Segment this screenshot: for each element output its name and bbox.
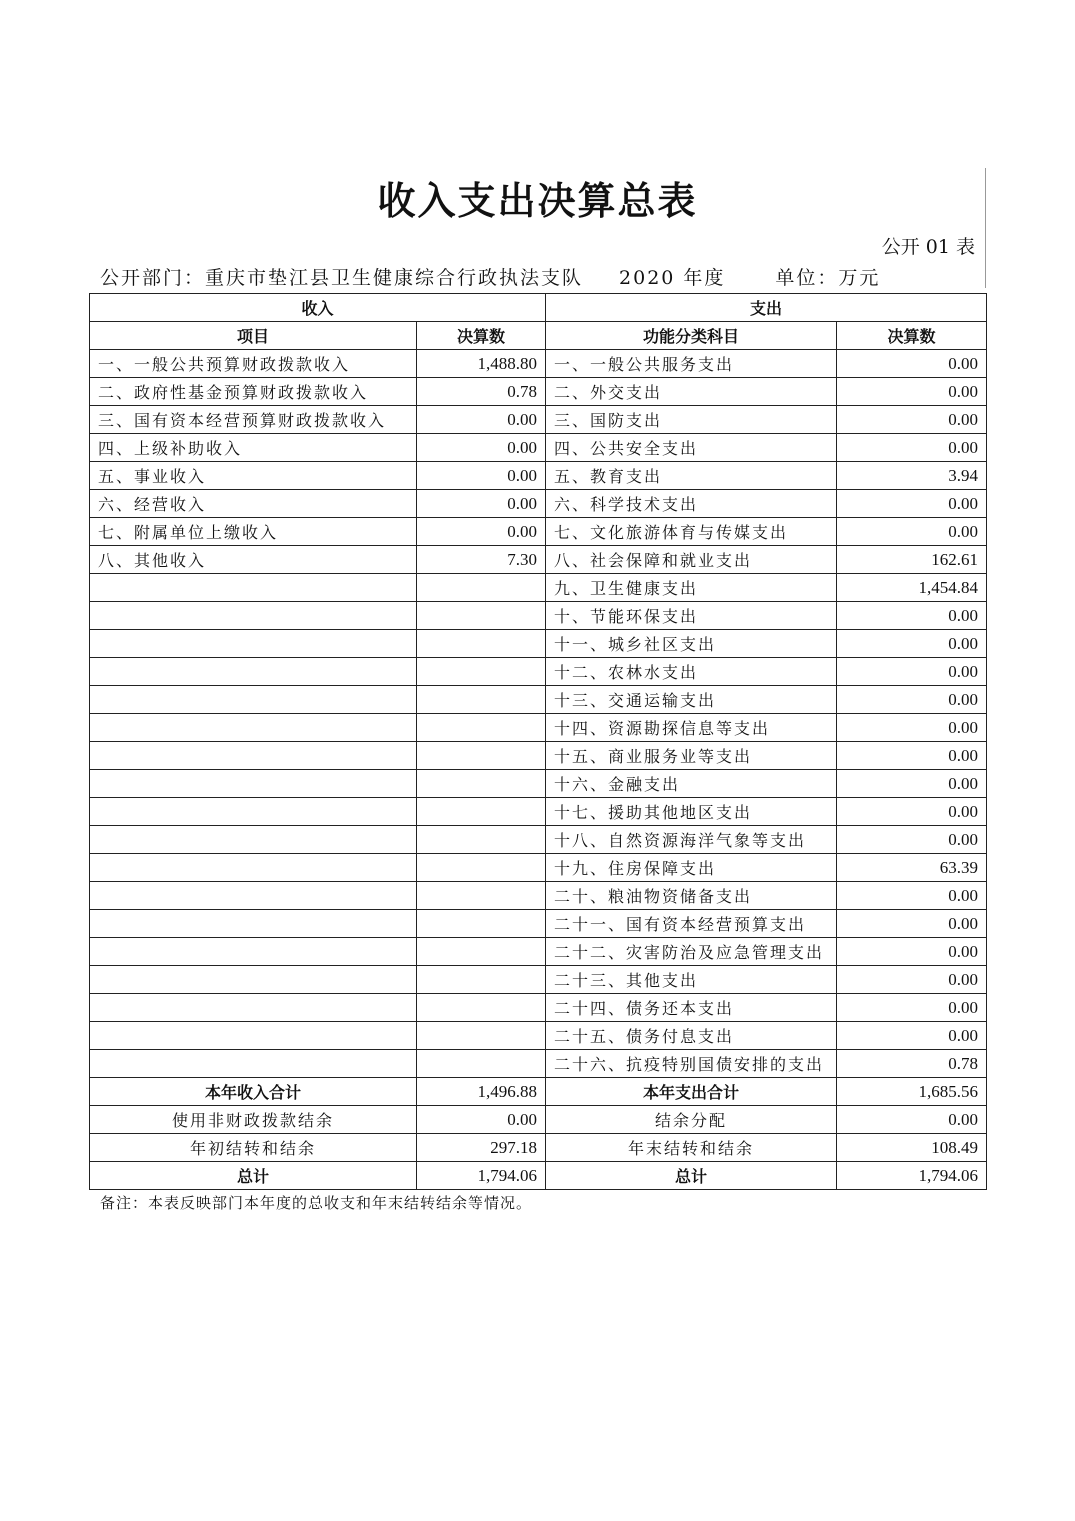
table-row — [90, 994, 987, 1022]
budget-table — [89, 293, 987, 1190]
income-amount-header: 决算数 — [417, 322, 546, 350]
footnote: 备注：本表反映部门本年度的总收支和年末结转结余等情况。 — [100, 1194, 533, 1212]
expense-amount-cell: 0.00 — [837, 630, 987, 658]
expense-item-cell: 三、国防支出 — [546, 406, 837, 434]
income-amount-cell — [417, 938, 546, 966]
expense-amount-cell: 1,454.84 — [837, 574, 987, 602]
income-summary-amount: 0.00 — [417, 1106, 546, 1134]
expense-summary-amount: 108.49 — [837, 1134, 987, 1162]
expense-summary-amount: 1,794.06 — [837, 1162, 987, 1190]
expense-item-cell: 六、科学技术支出 — [546, 490, 837, 518]
income-summary-label: 年初结转和结余 — [90, 1134, 417, 1162]
expense-amount-cell: 0.00 — [837, 1022, 987, 1050]
expense-item-cell: 五、教育支出 — [546, 462, 837, 490]
expense-item-cell: 十七、援助其他地区支出 — [546, 798, 837, 826]
income-amount-cell — [417, 910, 546, 938]
income-amount-cell — [417, 1022, 546, 1050]
expense-summary-label: 总计 — [546, 1162, 837, 1190]
income-amount-cell — [417, 1050, 546, 1078]
expense-amount-cell: 162.61 — [837, 546, 987, 574]
expense-amount-cell: 0.00 — [837, 994, 987, 1022]
expense-amount-cell: 0.00 — [837, 798, 987, 826]
expense-amount-cell: 0.00 — [837, 966, 987, 994]
income-amount-cell: 0.00 — [417, 462, 546, 490]
fiscal-year: 2020 年度 — [619, 267, 726, 289]
expense-amount-cell: 0.00 — [837, 714, 987, 742]
table-row — [90, 378, 987, 406]
income-summary-amount: 1,496.88 — [417, 1078, 546, 1106]
income-item-cell — [90, 994, 417, 1022]
expense-amount-cell: 0.00 — [837, 518, 987, 546]
summary-row — [90, 1106, 987, 1134]
income-item-cell: 七、附属单位上缴收入 — [90, 518, 417, 546]
table-row — [90, 826, 987, 854]
income-amount-cell — [417, 994, 546, 1022]
income-amount-cell: 0.00 — [417, 406, 546, 434]
income-item-cell: 四、上级补助收入 — [90, 434, 417, 462]
expense-amount-cell: 0.00 — [837, 910, 987, 938]
income-item-cell — [90, 574, 417, 602]
table-body — [90, 294, 987, 1190]
expense-amount-cell: 0.00 — [837, 658, 987, 686]
expense-item-cell: 十五、商业服务业等支出 — [546, 742, 837, 770]
table-row — [90, 686, 987, 714]
expense-item-cell: 二十二、灾害防治及应急管理支出 — [546, 938, 837, 966]
table-row — [90, 1022, 987, 1050]
income-amount-cell — [417, 966, 546, 994]
table-row — [90, 658, 987, 686]
table-row — [90, 798, 987, 826]
income-item-cell — [90, 742, 417, 770]
income-amount-cell — [417, 602, 546, 630]
income-item-cell — [90, 630, 417, 658]
expense-item-cell: 九、卫生健康支出 — [546, 574, 837, 602]
expense-amount-cell: 63.39 — [837, 854, 987, 882]
table-row — [90, 966, 987, 994]
income-summary-amount: 1,794.06 — [417, 1162, 546, 1190]
expense-summary-label: 结余分配 — [546, 1106, 837, 1134]
summary-row — [90, 1162, 987, 1190]
income-item-cell: 六、经营收入 — [90, 490, 417, 518]
table-row — [90, 350, 987, 378]
income-item-cell — [90, 714, 417, 742]
income-amount-cell — [417, 714, 546, 742]
table-row — [90, 882, 987, 910]
income-amount-cell — [417, 658, 546, 686]
income-summary-label: 使用非财政拨款结余 — [90, 1106, 417, 1134]
table-row — [90, 714, 987, 742]
table-row — [90, 938, 987, 966]
summary-row — [90, 1078, 987, 1106]
income-item-cell: 八、其他收入 — [90, 546, 417, 574]
income-amount-cell — [417, 742, 546, 770]
expense-item-cell: 十一、城乡社区支出 — [546, 630, 837, 658]
item-column-header: 项目 — [90, 322, 417, 350]
expense-amount-cell: 3.94 — [837, 462, 987, 490]
table-number: 公开 01 表 — [881, 236, 975, 258]
income-item-cell: 五、事业收入 — [90, 462, 417, 490]
table-row — [90, 742, 987, 770]
income-item-cell — [90, 938, 417, 966]
expense-item-cell: 二十六、抗疫特别国债安排的支出 — [546, 1050, 837, 1078]
table-row — [90, 434, 987, 462]
expense-amount-cell: 0.00 — [837, 938, 987, 966]
income-item-cell: 二、政府性基金预算财政拨款收入 — [90, 378, 417, 406]
income-item-cell — [90, 854, 417, 882]
page-title: 收入支出决算总表 — [377, 178, 698, 223]
expense-amount-cell: 0.78 — [837, 1050, 987, 1078]
expense-item-cell: 十八、自然资源海洋气象等支出 — [546, 826, 837, 854]
income-item-cell — [90, 966, 417, 994]
income-amount-cell: 0.00 — [417, 434, 546, 462]
expense-amount-cell: 0.00 — [837, 490, 987, 518]
expense-amount-cell: 0.00 — [837, 742, 987, 770]
income-item-cell — [90, 1022, 417, 1050]
income-summary-amount: 297.18 — [417, 1134, 546, 1162]
income-item-cell: 三、国有资本经营预算财政拨款收入 — [90, 406, 417, 434]
expense-summary-label: 本年支出合计 — [546, 1078, 837, 1106]
income-item-cell — [90, 658, 417, 686]
expense-item-cell: 十三、交通运输支出 — [546, 686, 837, 714]
expense-summary-label: 年末结转和结余 — [546, 1134, 837, 1162]
expense-item-cell: 十四、资源勘探信息等支出 — [546, 714, 837, 742]
expense-item-cell: 七、文化旅游体育与传媒支出 — [546, 518, 837, 546]
expense-amount-cell: 0.00 — [837, 602, 987, 630]
income-summary-label: 总计 — [90, 1162, 417, 1190]
table-row — [90, 602, 987, 630]
expense-item-cell: 十二、农林水支出 — [546, 658, 837, 686]
income-amount-cell: 0.00 — [417, 518, 546, 546]
expense-item-cell: 十六、金融支出 — [546, 770, 837, 798]
function-item-column-header: 功能分类科目 — [546, 322, 837, 350]
income-item-cell — [90, 910, 417, 938]
column-header-row — [90, 322, 987, 350]
income-amount-cell: 1,488.80 — [417, 350, 546, 378]
expense-item-cell: 十九、住房保障支出 — [546, 854, 837, 882]
income-amount-cell — [417, 574, 546, 602]
expense-summary-amount: 1,685.56 — [837, 1078, 987, 1106]
expense-section-header: 支出 — [546, 294, 987, 322]
expense-item-cell: 八、社会保障和就业支出 — [546, 546, 837, 574]
expense-amount-cell: 0.00 — [837, 378, 987, 406]
expense-item-cell: 二十、粮油物资储备支出 — [546, 882, 837, 910]
income-item-cell — [90, 882, 417, 910]
expense-item-cell: 二十五、债务付息支出 — [546, 1022, 837, 1050]
expense-amount-cell: 0.00 — [837, 770, 987, 798]
income-item-cell — [90, 770, 417, 798]
expense-amount-cell: 0.00 — [837, 686, 987, 714]
income-item-cell: 一、一般公共预算财政拨款收入 — [90, 350, 417, 378]
table-row — [90, 910, 987, 938]
expense-amount-cell: 0.00 — [837, 406, 987, 434]
expense-amount-cell: 0.00 — [837, 826, 987, 854]
table-row — [90, 490, 987, 518]
income-amount-cell: 0.00 — [417, 490, 546, 518]
table-row — [90, 630, 987, 658]
expense-item-cell: 二十一、国有资本经营预算支出 — [546, 910, 837, 938]
table-row — [90, 1050, 987, 1078]
expense-item-cell: 二十三、其他支出 — [546, 966, 837, 994]
income-item-cell — [90, 826, 417, 854]
income-amount-cell — [417, 630, 546, 658]
table-row — [90, 462, 987, 490]
expense-item-cell: 一、一般公共服务支出 — [546, 350, 837, 378]
expense-item-cell: 二、外交支出 — [546, 378, 837, 406]
income-amount-cell — [417, 798, 546, 826]
income-amount-cell — [417, 686, 546, 714]
expense-amount-header: 决算数 — [837, 322, 987, 350]
income-amount-cell: 7.30 — [417, 546, 546, 574]
table-row — [90, 854, 987, 882]
expense-item-cell: 二十四、债务还本支出 — [546, 994, 837, 1022]
expense-amount-cell: 0.00 — [837, 434, 987, 462]
income-amount-cell — [417, 770, 546, 798]
expense-item-cell: 四、公共安全支出 — [546, 434, 837, 462]
expense-amount-cell: 0.00 — [837, 350, 987, 378]
income-amount-cell — [417, 882, 546, 910]
table-row — [90, 574, 987, 602]
income-summary-label: 本年收入合计 — [90, 1078, 417, 1106]
expense-item-cell: 十、节能环保支出 — [546, 602, 837, 630]
income-item-cell — [90, 686, 417, 714]
income-section-header: 收入 — [90, 294, 546, 322]
income-item-cell — [90, 602, 417, 630]
income-amount-cell: 0.78 — [417, 378, 546, 406]
table-row — [90, 406, 987, 434]
summary-row — [90, 1134, 987, 1162]
expense-summary-amount: 0.00 — [837, 1106, 987, 1134]
unit-label: 单位：万元 — [775, 267, 881, 289]
table-row — [90, 518, 987, 546]
income-amount-cell — [417, 854, 546, 882]
expense-amount-cell: 0.00 — [837, 882, 987, 910]
income-amount-cell — [417, 826, 546, 854]
income-item-cell — [90, 798, 417, 826]
table-row — [90, 770, 987, 798]
table-row — [90, 546, 987, 574]
report-meta — [100, 263, 880, 290]
section-header-row — [90, 294, 987, 322]
department-label: 公开部门：重庆市垫江县卫生健康综合行政执法支队 — [100, 267, 584, 289]
income-item-cell — [90, 1050, 417, 1078]
